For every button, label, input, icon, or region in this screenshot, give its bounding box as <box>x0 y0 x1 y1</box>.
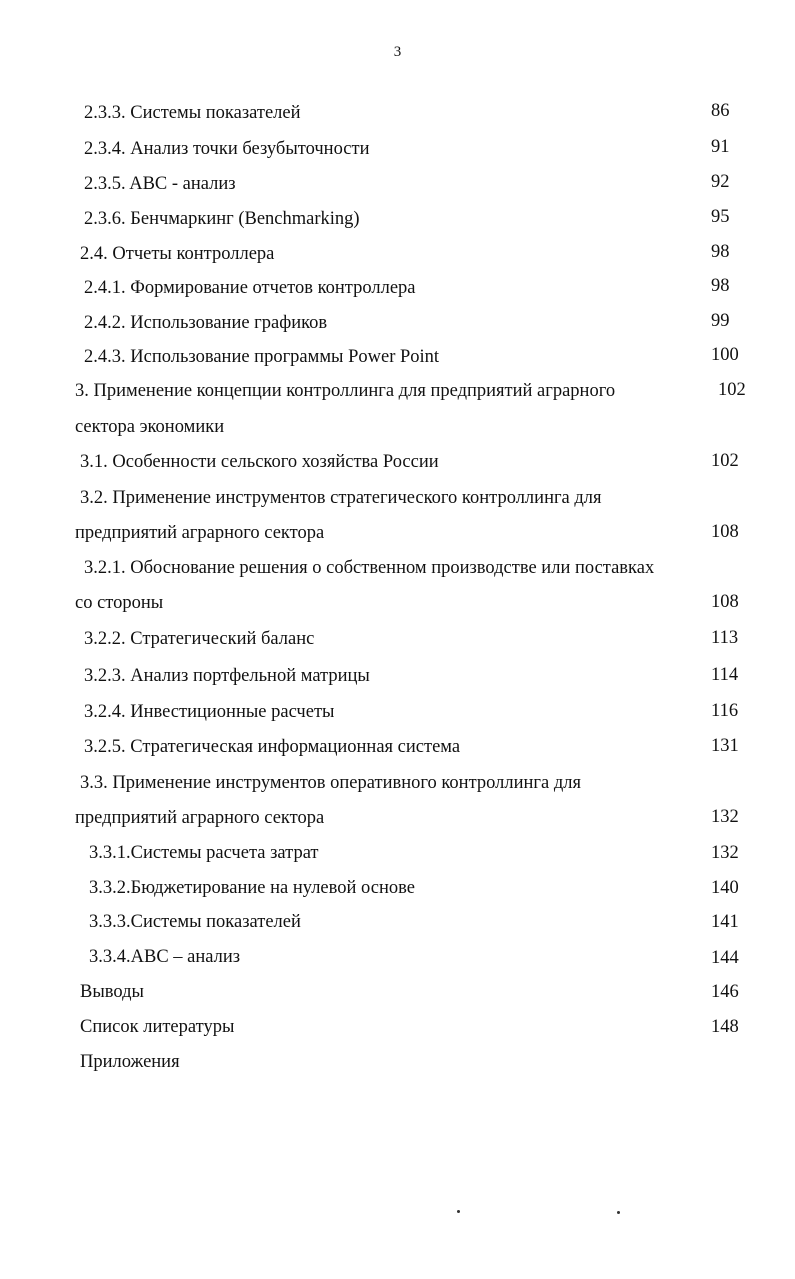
toc-entry-title: 2.4.1. Формирование отчетов контроллера <box>84 278 416 298</box>
toc-entry-title: 2.3.5. ABC - анализ <box>84 174 236 194</box>
toc-entry-page: 144 <box>711 948 739 968</box>
toc-entry-page: 116 <box>711 701 739 721</box>
toc-entry-title: 3.2.2. Стратегический баланс <box>84 629 315 649</box>
toc-entry-page: 108 <box>711 592 739 612</box>
toc-entry-page: 98 <box>711 276 730 296</box>
toc-entry-title-continued: предприятий аграрного сектора <box>75 808 325 828</box>
toc-entry-page: 91 <box>711 137 730 157</box>
toc-entry-title: 2.3.6. Бенчмаркинг (Benchmarking) <box>84 209 360 229</box>
toc-entry-title: 2.3.3. Системы показателей <box>84 103 301 123</box>
toc-entry-title: Выводы <box>80 982 144 1002</box>
toc-entry-title: 3.2.3. Анализ портфельной матрицы <box>84 666 370 686</box>
toc-entry-title: 3.3.2.Бюджетирование на нулевой основе <box>89 878 415 898</box>
toc-entry-page: 102 <box>718 380 746 400</box>
toc-entry-title: 3.2.4. Инвестиционные расчеты <box>84 702 335 722</box>
toc-entry-title: 3.3.4.ABC – анализ <box>89 947 241 967</box>
toc-entry-title: 3.2. Применение инструментов стратегического контроллинга для <box>80 488 602 508</box>
toc-entry-page: 100 <box>711 345 739 365</box>
scan-speck <box>457 1210 460 1213</box>
toc-entry-page: 99 <box>711 311 730 331</box>
toc-entry-page: 102 <box>711 451 739 471</box>
toc-entry-page: 86 <box>711 101 730 121</box>
toc-entry-page: 141 <box>711 912 739 932</box>
toc-entry-title-continued: со стороны <box>75 593 164 613</box>
toc-entry-title: 3.2.5. Стратегическая информационная система <box>84 737 461 757</box>
toc-entry-title: 3.3.3.Системы показателей <box>89 912 301 932</box>
toc-entry-title: 3. Применение концепции контроллинга для предприятий аграрного <box>75 381 616 401</box>
toc-entry-title-continued: сектора экономики <box>75 417 225 437</box>
toc-entry-page: 148 <box>711 1017 739 1037</box>
toc-entry-page: 95 <box>711 207 730 227</box>
toc-entry-page: 132 <box>711 843 739 863</box>
toc-entry-page: 114 <box>711 665 739 685</box>
toc-entry-title: 2.4. Отчеты контроллера <box>80 244 275 264</box>
toc-entry-title: 2.3.4. Анализ точки безубыточности <box>84 139 370 159</box>
toc-entry-title: 3.3.1.Системы расчета затрат <box>89 843 319 863</box>
scan-speck <box>617 1211 620 1214</box>
toc-entry-page: 131 <box>711 736 739 756</box>
toc-entry-page: 140 <box>711 878 739 898</box>
toc-entry-title-continued: предприятий аграрного сектора <box>75 523 325 543</box>
toc-entry-page: 108 <box>711 522 739 542</box>
toc-entry-title: Приложения <box>80 1052 180 1072</box>
toc-entry-title: 3.1. Особенности сельского хозяйства России <box>80 452 439 472</box>
toc-entry-page: 92 <box>711 172 730 192</box>
toc-entry-page: 132 <box>711 807 739 827</box>
toc-entry-page: 113 <box>711 628 739 648</box>
toc-entry-page: 146 <box>711 982 739 1002</box>
page-number: 3 <box>393 44 402 60</box>
toc-entry-title: Список литературы <box>80 1017 235 1037</box>
toc-entry-title: 3.3. Применение инструментов оперативного контроллинга для <box>80 773 581 793</box>
toc-entry-title: 3.2.1. Обоснование решения о собственном производстве или поставках <box>84 558 655 578</box>
toc-entry-title: 2.4.3. Использование программы Power Point <box>84 347 440 367</box>
toc-entry-page: 98 <box>711 242 730 262</box>
toc-entry-title: 2.4.2. Использование графиков <box>84 313 328 333</box>
